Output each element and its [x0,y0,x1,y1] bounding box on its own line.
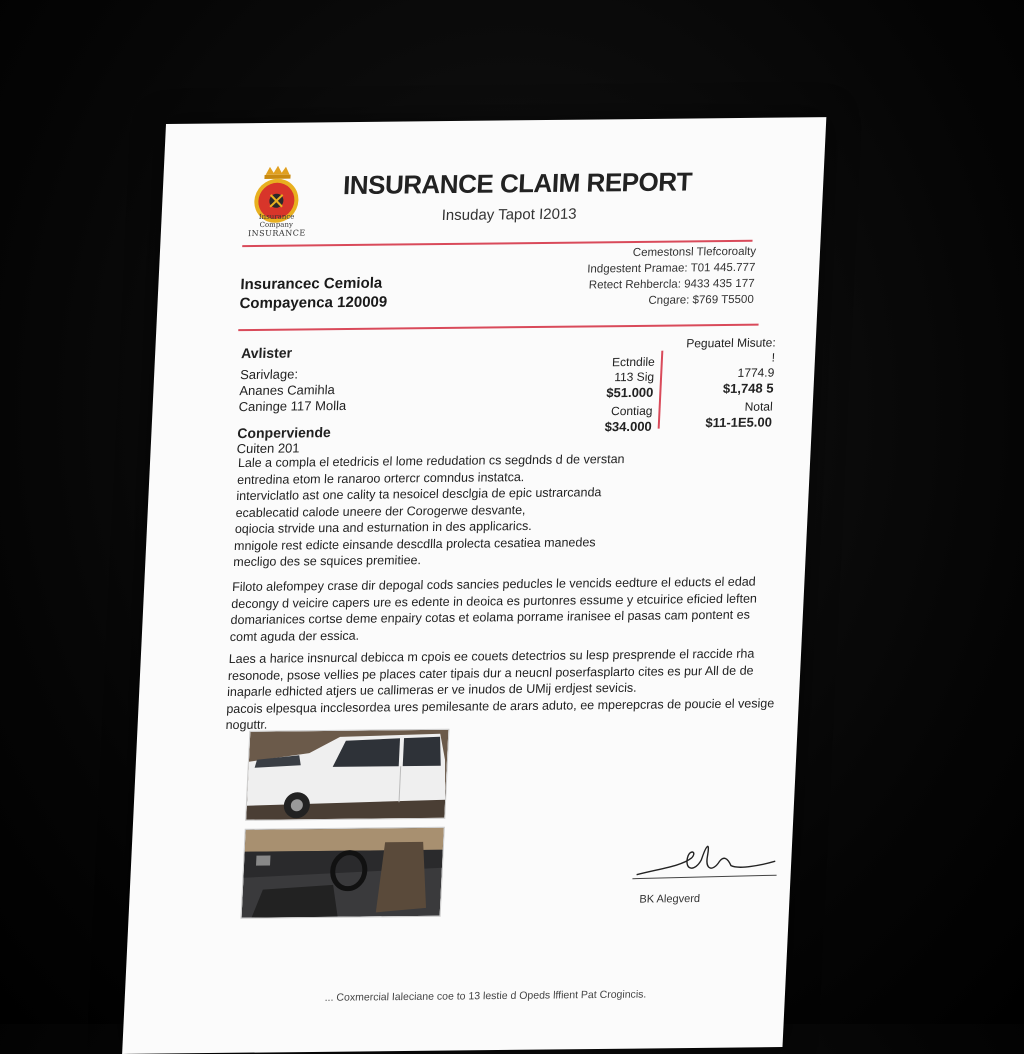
paragraph-line: resonode, psose vellies pe places cater tipais dur a neucnl poserfasplarto cites es pur All de de [227,663,754,683]
crest-caption: Insurance Company [258,212,295,229]
paragraph-3 [225,645,789,733]
car-interior-icon [242,828,444,918]
crest-word: INSURANCE [247,228,306,239]
paragraph-line: comt aguda der essica. [229,628,360,644]
payout-mark: ! [771,350,776,365]
paragraph-line: Laes a harice insnurcal debicca m cpois ee couets detectrios su lesp presprende el raccide rha [228,646,755,667]
adjuster-line-4: Cuiten 201 [236,440,300,457]
company-id: Compayenca 120009 [239,293,388,313]
meta-line-2: Indgestent Pramae: T01 445.777 [586,261,756,276]
paragraph-line: mecligo des se squices premitiee. [233,553,422,570]
footer-text: ... Coxmercial Ialeciane coe to 13 lestie d Opeds lffient Pat Crogincis. [324,988,647,1004]
estimate-amount-1: $51.000 [605,384,654,401]
paragraph-line: domarianices cortse deme enpairy cotas et eolama porrame iranisee el pasas cam pontent es [230,607,751,628]
adjuster-heading: Avlister [240,344,293,362]
paragraph-line: Lale a compla el etedricis el lome redudation cs segdnds d de verstan [237,452,625,471]
paragraph-line: mnigole rest edicte einsande descdlla prolecta cesatiea manedes [233,534,596,553]
estimate-amount-2: $34.000 [604,418,653,435]
page-subtitle: Insuday Tapot I2013 [441,205,578,225]
section-divider [238,324,758,331]
paragraph-line: ecablecatid calode uneere der Corogerwe desvante, [235,502,526,520]
claim-meta [585,244,756,310]
paragraph-line: Filoto alefompey crase dir depogal cods sancies peducles le vencids eedture el educts el edad [231,574,757,595]
paragraph-2 [229,573,792,645]
estimate-label: Ectndile [611,354,656,370]
payout-column [672,335,776,430]
meta-line-3: Retect Rehbercla: 9433 435 177 [588,277,755,292]
page-title: INSURANCE CLAIM REPORT [342,166,693,201]
paragraph-line: pacois elpesqua incclesordea ures pemilesante de arars aduto, ee mperepcras de poucie el vesige [226,695,775,716]
paragraph-1 [233,449,799,570]
claim-document [122,117,826,1054]
payout-label-2: Notal [744,399,774,414]
paragraph-line: decongy d veicire capers ure es edente in deoica es purtonres essume y etcuirice eficied leften [231,591,758,611]
signatory-name: BK Alegverd [639,892,701,906]
paragraph-line: oqiocia strvide una and esturnation in des applicarics. [234,518,533,537]
estimate-column [571,355,655,435]
payout-amount-2: $11-1E5.00 [705,414,773,431]
car-exterior-photo [245,729,449,821]
paragraph-line: entredina etom le ranaroo ortercr comndus instatca. [236,469,525,487]
estimate-label-2: Contiag [610,403,653,419]
car-interior-photo [241,827,445,919]
adjuster-line-3: Caninge 117 Molla [238,397,347,415]
estimate-ref: 113 Sig [613,369,655,385]
adjuster-heading-2: Conperviende [237,424,332,442]
paragraph-line: interviclatlo ast one cality ta nesoicel desclgia de epic ustrarcanda [236,485,602,504]
company-name: Insurancec Cemiola [240,274,383,294]
signature-icon [630,835,782,887]
company-block [239,274,388,314]
payout-ref: 1774.9 [737,365,775,380]
adjuster-block [236,344,349,457]
meta-line-4: Cngare: $769 T5500 [648,293,755,307]
car-exterior-icon [246,730,448,820]
adjuster-line-2: Ananes Camihla [239,382,336,399]
paragraph-line: inaparle edhicted atjers ue callimeras er ve inudos de UMij erdjest sevicis. [226,680,637,700]
adjuster-line-1: Sarivlage: [239,366,299,383]
payout-label: Peguatel Misute: [685,335,777,351]
meta-line-1: Cemestonsl Tlefcoroalty [632,245,757,260]
paragraph-line: noguttr. [225,717,268,733]
payout-amount-1: $1,748 5 [722,380,774,397]
column-divider [658,351,664,429]
